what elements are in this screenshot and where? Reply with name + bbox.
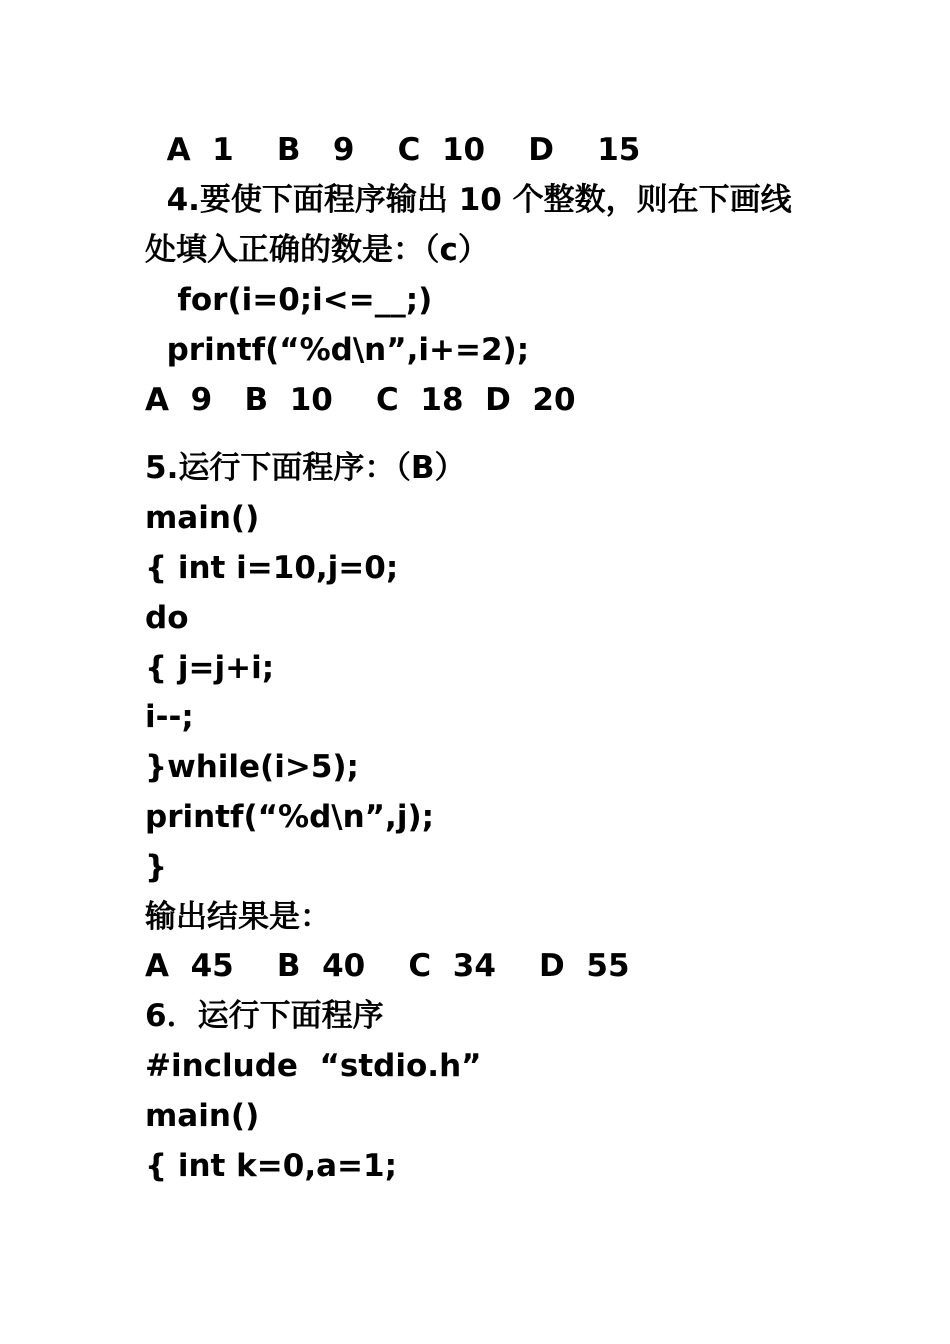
q4-question-cont: 处填入正确的数是：（c）	[145, 232, 489, 268]
q5-code-line: printf(“%d\n”,j);	[145, 799, 435, 835]
q4-code-line: for(i=0;i<=__;)	[145, 282, 433, 318]
q6-code-line: main()	[145, 1098, 260, 1134]
q6-code-line: #include “stdio.h”	[145, 1048, 482, 1084]
q5-code-line: i--;	[145, 699, 194, 735]
q5-code-line: do	[145, 600, 189, 636]
q5-output-label: 输出结果是：	[145, 899, 331, 935]
q5-code-line: { int i=10,j=0;	[145, 550, 399, 586]
q5-code-line: }	[145, 849, 168, 885]
q4-options: A 9 B 10 C 18 D 20	[145, 382, 576, 418]
q5-code-line: }while(i>5);	[145, 749, 359, 785]
q6-question: 6．运行下面程序	[145, 998, 384, 1034]
q3-options: A 1 B 9 C 10 D 15	[145, 132, 641, 168]
q5-question: 5.运行下面程序：（B）	[145, 450, 466, 486]
q4-question: 4.要使下面程序输出 10 个整数，则在下画线	[145, 182, 792, 218]
q6-code-line: { int k=0,a=1;	[145, 1148, 397, 1184]
q5-code-line: { j=j+i;	[145, 650, 275, 686]
q4-code-line: printf(“%d\n”,i+=2);	[145, 332, 530, 368]
q5-options: A 45 B 40 C 34 D 55	[145, 948, 630, 984]
q5-code-line: main()	[145, 500, 260, 536]
